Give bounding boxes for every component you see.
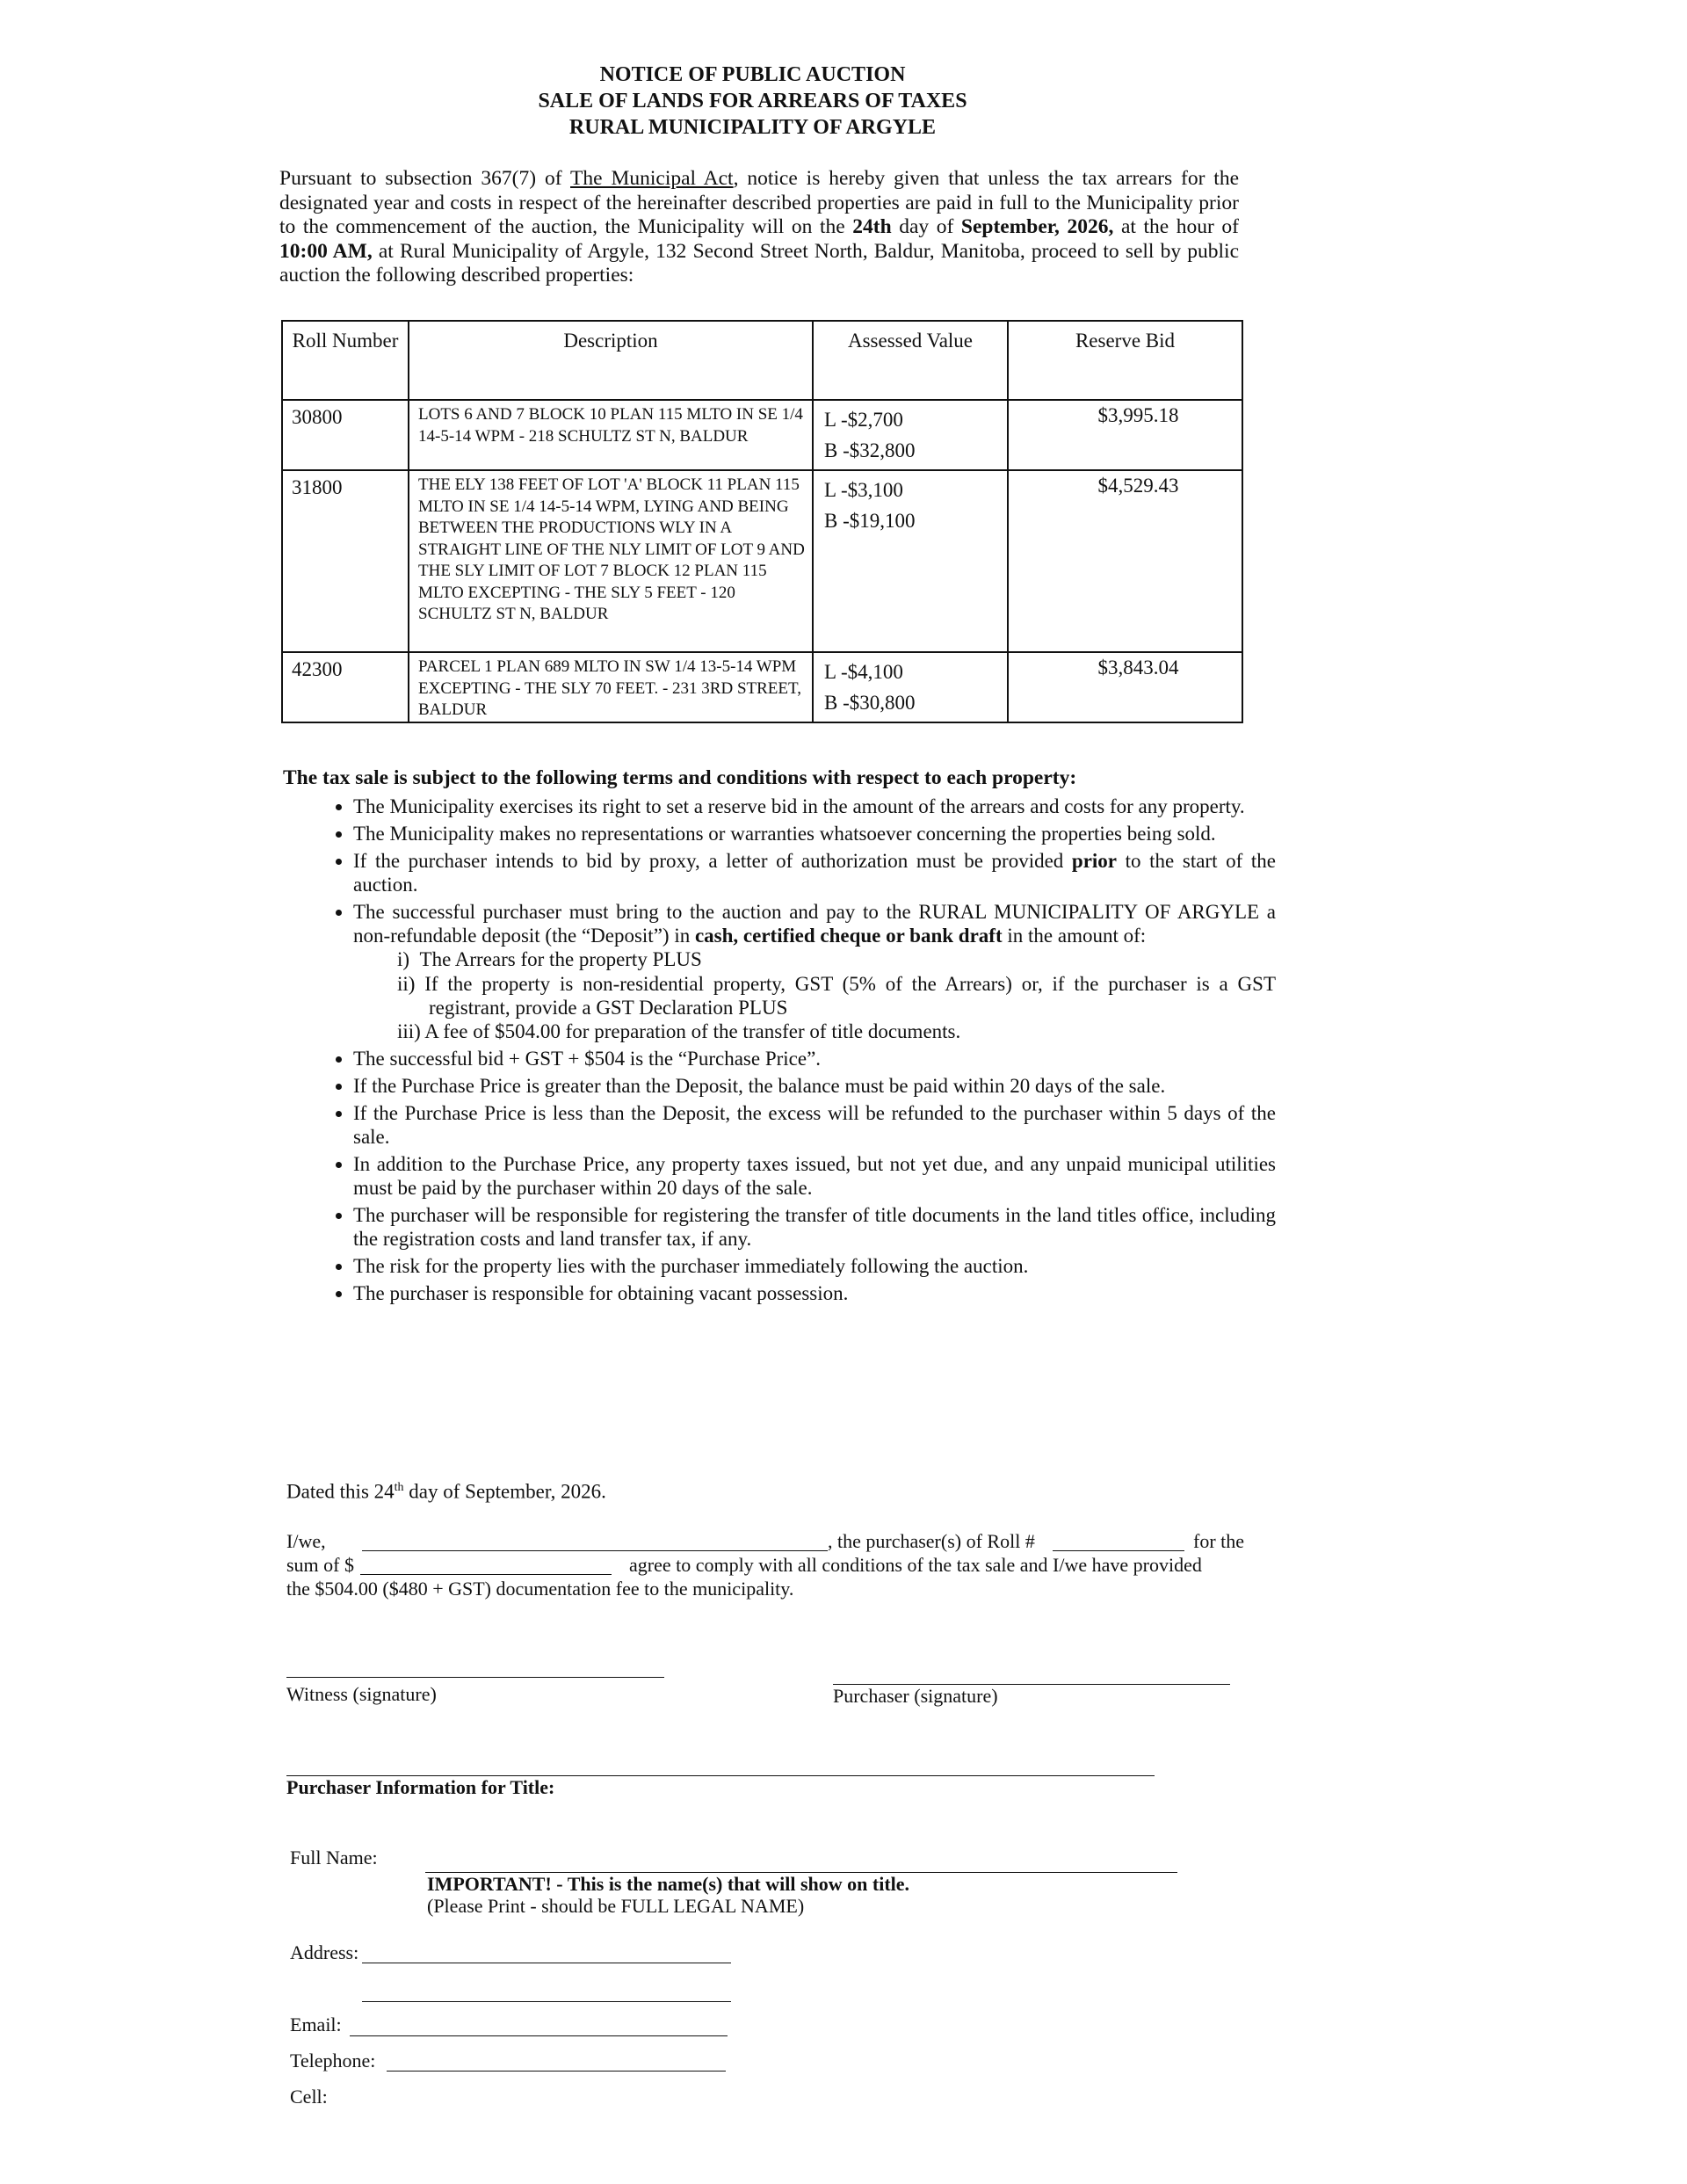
land-value: L -$4,100 bbox=[824, 661, 903, 683]
ordinal-suffix: th bbox=[394, 1481, 404, 1494]
roll-number-line[interactable] bbox=[1053, 1550, 1184, 1551]
email-label: Email: bbox=[290, 2013, 342, 2035]
notice-title: NOTICE OF PUBLIC AUCTION bbox=[599, 63, 906, 86]
list-item: • The risk for the property lies with the purchaser immediately following the auction. bbox=[353, 1254, 1276, 1278]
building-value: B -$19,100 bbox=[824, 510, 916, 532]
intro-text: day of bbox=[891, 215, 961, 238]
list-item bbox=[353, 849, 1276, 897]
iwe-label: I/we, bbox=[286, 1530, 326, 1552]
list-item: ii) If the property is non-residential property, GST (5% of the Arrears) or, if the purchaser is a GST registrant, provide a GST Declaration PLUS bbox=[397, 972, 1276, 1019]
auction-day: 24th bbox=[852, 215, 892, 238]
properties-table bbox=[281, 320, 1243, 723]
notice-subtitle: SALE OF LANDS FOR ARREARS OF TAXES bbox=[538, 90, 967, 112]
term-emphasis: prior bbox=[1071, 849, 1118, 872]
table-header-row bbox=[282, 321, 1242, 400]
assessed-value bbox=[813, 400, 1008, 470]
roll-number: 31800 bbox=[282, 470, 409, 652]
roll-number-header: Roll Number bbox=[282, 321, 409, 400]
description-header: Description bbox=[409, 321, 813, 400]
reserve-bid: $4,529.43 bbox=[1008, 470, 1242, 652]
list-item: • The Municipality exercises its right to set a reserve bid in the amount of the arrears and costs for any property. bbox=[353, 795, 1276, 818]
list-item: • If the Purchase Price is greater than the Deposit, the balance must be paid within 20 days of the sale. bbox=[353, 1074, 1276, 1098]
property-description: THE ELY 138 FEET OF LOT 'A' BLOCK 11 PLAN 115 MLTO IN SE 1/4 14-5-14 WPM, LYING AND BEING BETWEEN THE PRODUCTIONS WLY IN A STRAIGHT LINE OF THE NLY LIMIT OF LOT 9 AND THE SLY LIMIT OF LOT 7 BLOCK 12 PLAN 115 MLTO EXCEPTING - THE SLY 5 FEET - 120 SCHULTZ ST N, BALDUR bbox=[409, 470, 813, 652]
list-item: • In addition to the Purchase Price, any property taxes issued, but not yet due, and any unpaid municipal utilities must be paid by the purchaser within 20 days of the sale. bbox=[353, 1152, 1276, 1201]
address-label: Address: bbox=[290, 1941, 359, 1963]
building-value: B -$30,800 bbox=[824, 692, 916, 714]
agree-text: agree to comply with all conditions of the tax sale and I/we have provided bbox=[629, 1554, 1202, 1576]
terms-heading: The tax sale is subject to the following terms and conditions with respect to each property: bbox=[283, 766, 1077, 789]
assessed-value bbox=[813, 470, 1008, 652]
list-item: iii) A fee of $504.00 for preparation of the transfer of title documents. bbox=[397, 1020, 961, 1043]
intro-text: at Rural Municipality of Argyle, 132 Second Street North, Baldur, Manitoba, proceed to sell by public auction the following described properties: bbox=[279, 239, 1239, 287]
for-the-label: for the bbox=[1193, 1530, 1245, 1552]
intro-text: at the hour of bbox=[1113, 215, 1239, 238]
term-emphasis: cash, certified cheque or bank draft bbox=[694, 924, 1003, 947]
term-text: to the start of the auction. bbox=[353, 849, 1276, 896]
intro-paragraph bbox=[279, 167, 1239, 288]
auction-time: 10:00 AM, bbox=[279, 239, 373, 263]
reserve-bid-header: Reserve Bid bbox=[1008, 321, 1242, 400]
roll-label: , the purchaser(s) of Roll # bbox=[828, 1530, 1035, 1552]
print-note: (Please Print - should be FULL LEGAL NAME) bbox=[427, 1895, 805, 1917]
telephone-line[interactable] bbox=[387, 2071, 726, 2072]
act-name: The Municipal Act bbox=[570, 167, 734, 190]
property-description: PARCEL 1 PLAN 689 MLTO IN SW 1/4 13-5-14 WPM EXCEPTING - THE SLY 70 FEET. - 231 3RD STREET, BALDUR bbox=[409, 652, 813, 722]
witness-signature-line[interactable] bbox=[286, 1677, 664, 1678]
purchaser-signature-label: Purchaser (signature) bbox=[833, 1685, 998, 1707]
list-item: • The successful bid + GST + $504 is the “Purchase Price”. bbox=[353, 1047, 1276, 1070]
list-item: • The purchaser is responsible for obtaining vacant possession. bbox=[353, 1281, 1276, 1305]
reserve-bid: $3,995.18 bbox=[1008, 400, 1242, 470]
dated-text: day of September, 2026. bbox=[403, 1480, 606, 1503]
term-text: If the purchaser intends to bid by proxy, a letter of authorization must be provided bbox=[353, 849, 1072, 872]
intro-text: , notice is hereby given that unless the tax arrears for the designated year and costs in respect of the hereinafter described properties are paid in full to the Municipality prior to the commencement of the auction, the Municipality will on the bbox=[279, 167, 1240, 238]
fee-text: the $504.00 ($480 + GST) documentation fee to the municipality. bbox=[286, 1578, 794, 1600]
auction-date: September, 2026, bbox=[960, 215, 1114, 238]
intro-text: Pursuant to subsection 367(7) of bbox=[279, 167, 571, 190]
table-row bbox=[282, 470, 1242, 652]
purchaser-info-heading: Purchaser Information for Title: bbox=[286, 1776, 555, 1798]
purchaser-name-line[interactable] bbox=[362, 1550, 828, 1551]
deposit-components bbox=[353, 947, 1276, 1043]
reserve-bid: $3,843.04 bbox=[1008, 652, 1242, 722]
sum-label: sum of $ bbox=[286, 1554, 354, 1576]
term-text: in the amount of: bbox=[1002, 924, 1147, 947]
municipality-name: RURAL MUNICIPALITY OF ARGYLE bbox=[568, 116, 937, 139]
land-value: L -$2,700 bbox=[824, 409, 903, 431]
important-note: IMPORTANT! - This is the name(s) that will show on title. bbox=[427, 1873, 910, 1895]
dated-text: Dated this 24 bbox=[286, 1480, 395, 1503]
terms-list bbox=[318, 795, 1276, 1308]
cell-label: Cell: bbox=[290, 2086, 328, 2108]
list-item: • The Municipality makes no representations or warranties whatsoever concerning the properties being sold. bbox=[353, 822, 1276, 845]
list-item: • The purchaser will be responsible for registering the transfer of title documents in the land titles office, including the registration costs and land transfer tax, if any. bbox=[353, 1203, 1276, 1252]
land-value: L -$3,100 bbox=[824, 479, 903, 501]
property-description: LOTS 6 AND 7 BLOCK 10 PLAN 115 MLTO IN SE 1/4 14-5-14 WPM - 218 SCHULTZ ST N, BALDUR bbox=[409, 400, 813, 470]
table-row bbox=[282, 652, 1242, 722]
list-item bbox=[353, 900, 1276, 1044]
witness-label: Witness (signature) bbox=[286, 1683, 437, 1705]
email-line[interactable] bbox=[350, 2035, 728, 2036]
assessed-value bbox=[813, 652, 1008, 722]
list-item: i) The Arrears for the property PLUS bbox=[397, 948, 702, 971]
full-name-label: Full Name: bbox=[290, 1847, 378, 1868]
assessed-value-header: Assessed Value bbox=[813, 321, 1008, 400]
address-line-2[interactable] bbox=[362, 2001, 731, 2002]
building-value: B -$32,800 bbox=[824, 439, 916, 461]
list-item: • If the Purchase Price is less than the Deposit, the excess will be refunded to the purchaser within 5 days of the sale. bbox=[353, 1101, 1276, 1150]
roll-number: 30800 bbox=[282, 400, 409, 470]
term-text: The successful purchaser must bring to the auction and pay to the RURAL MUNICIPALITY OF ARGYLE a non-refundable deposit (the “Deposit”) in bbox=[353, 900, 1276, 947]
sum-line[interactable] bbox=[360, 1574, 612, 1575]
telephone-label: Telephone: bbox=[290, 2050, 376, 2072]
dated-line bbox=[286, 1476, 606, 1504]
table-row bbox=[282, 400, 1242, 470]
roll-number: 42300 bbox=[282, 652, 409, 722]
